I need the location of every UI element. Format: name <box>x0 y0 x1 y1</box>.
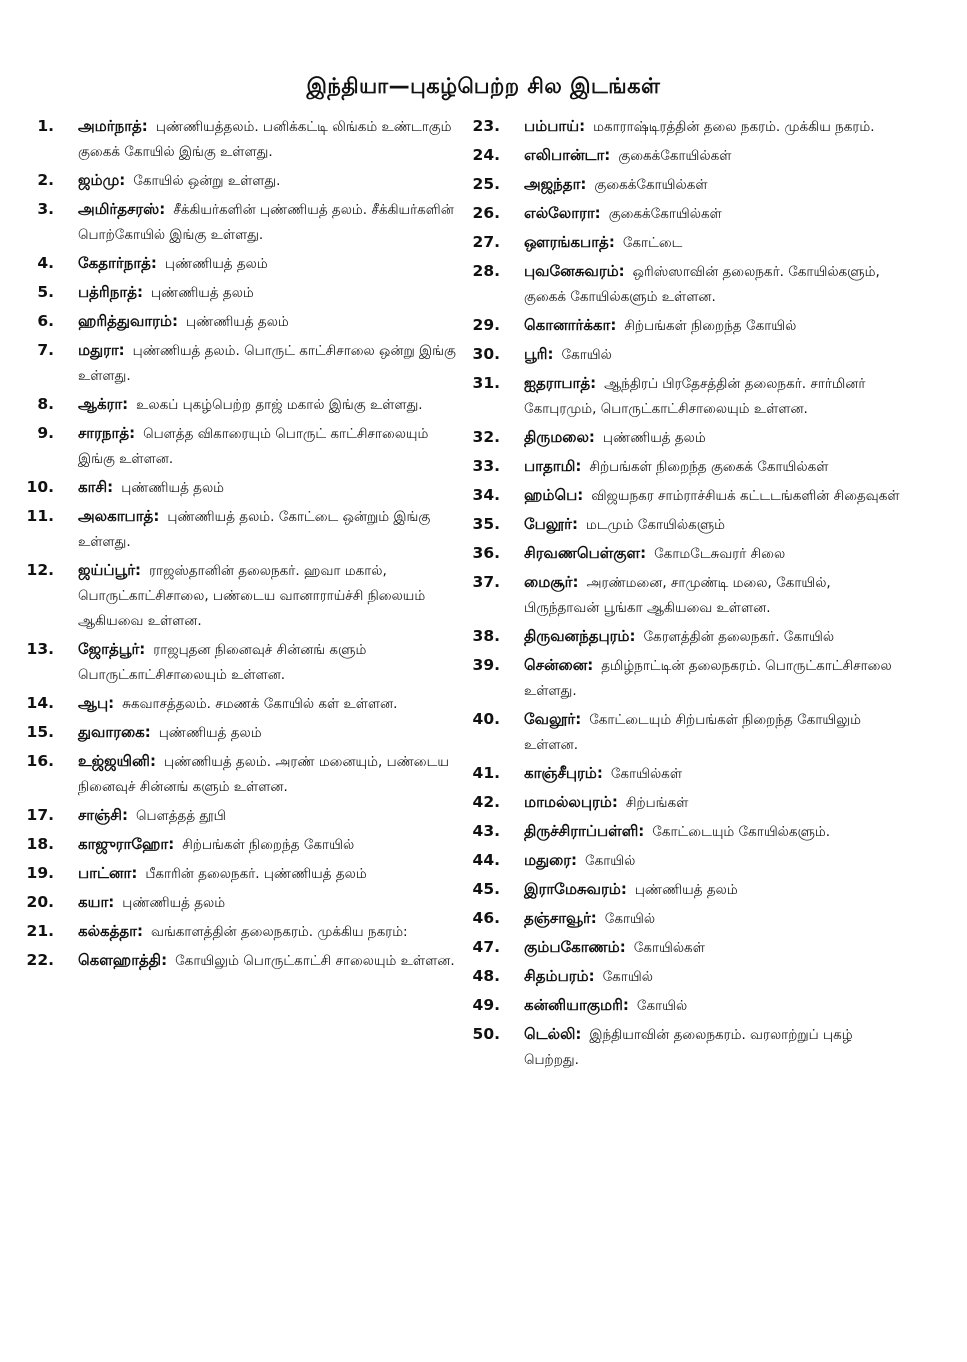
place-entry <box>22 168 462 194</box>
place-name: திருச்சிராப்பள்ளி: <box>524 822 645 840</box>
entry-number: 39. <box>472 656 500 674</box>
entry-number: 41. <box>472 764 500 782</box>
place-description: ராஜஸ்தானின் தலைநகர். ஹவா மகால், பொருட்காட்சிசாலை, பண்டைய வானாராய்ச்சி நிலையம் ஆகியவை உள்ளன. <box>78 563 426 629</box>
place-name: உஜ்ஜயினி: <box>78 752 156 770</box>
place-entry <box>22 280 462 306</box>
place-name: திருமலை: <box>524 428 595 446</box>
place-entry <box>22 251 462 277</box>
entry-number: 21. <box>26 922 54 940</box>
place-name: மதுரை: <box>524 851 578 869</box>
place-entry <box>22 637 462 688</box>
entry-number: 12. <box>26 561 54 579</box>
place-entry <box>468 570 908 621</box>
place-entry <box>22 421 462 472</box>
place-entry <box>22 749 462 800</box>
place-name: கொனார்க்கா: <box>524 316 617 334</box>
place-entry <box>468 313 908 339</box>
place-entry <box>468 172 908 198</box>
place-entry <box>22 338 462 389</box>
place-name: ஔரங்கபாத்: <box>524 233 615 251</box>
place-description: புண்ணியத் தலம். அரண் மனையும், பண்டைய நினைவுச் சின்னங் களும் உள்ளன. <box>78 754 449 795</box>
entry-number: 9. <box>37 424 54 442</box>
place-entry <box>468 425 908 451</box>
place-entry <box>468 993 908 1019</box>
place-name: பாட்னா: <box>78 864 138 882</box>
place-entry <box>468 259 908 310</box>
place-name: ஐதராபாத்: <box>524 374 597 392</box>
entry-number: 20. <box>26 893 54 911</box>
place-name: பேலூர்: <box>524 515 579 533</box>
entry-number: 7. <box>37 341 54 359</box>
place-name: கயா: <box>78 893 115 911</box>
place-name: ஜம்மு: <box>78 171 126 189</box>
place-entry <box>468 819 908 845</box>
place-description: கேரளத்தின் தலைநகர். கோயில் <box>643 629 835 645</box>
place-entry <box>22 832 462 858</box>
entry-number: 38. <box>472 627 500 645</box>
place-entry <box>22 861 462 887</box>
place-description: ஒரிஸ்ஸாவின் தலைநகர். கோயில்களும், குகைக் கோயில்களும் உள்ளன. <box>524 264 880 305</box>
place-entry <box>22 558 462 634</box>
entry-number: 5. <box>37 283 54 301</box>
place-name: பத்ரிநாத்: <box>78 283 143 301</box>
place-entry <box>22 803 462 829</box>
place-entry <box>468 877 908 903</box>
entry-number: 4. <box>37 254 54 272</box>
place-name: கல்கத்தா: <box>78 922 144 940</box>
place-description: புண்ணியத் தலம் <box>150 285 254 301</box>
place-description: புண்ணியத் தலம் <box>158 725 262 741</box>
place-entry <box>468 483 908 509</box>
place-description: சுகவாசத்தலம். சமணக் கோயில் கள் உள்ளன. <box>122 696 398 712</box>
place-description: ராஜபுதன நினைவுச் சின்னங் களும் பொருட்காட்சிசாலையும் உள்ளன. <box>78 642 367 683</box>
place-entry <box>468 114 908 140</box>
entry-number: 29. <box>472 316 500 334</box>
place-entry <box>468 454 908 480</box>
place-description: கோயில் <box>604 911 656 927</box>
entry-number: 8. <box>37 395 54 413</box>
place-entry <box>468 371 908 422</box>
place-name: தஞ்சாவூர்: <box>524 909 597 927</box>
place-name: டெல்லி: <box>524 1025 582 1043</box>
entry-number: 14. <box>26 694 54 712</box>
place-entry <box>468 541 908 567</box>
place-name: சிரவணபெள்குள: <box>524 544 647 562</box>
place-description: புண்ணியத் தலம் <box>602 430 706 446</box>
place-name: சாரநாத்: <box>78 424 136 442</box>
place-description: பௌத்தத் தூபி <box>136 808 226 824</box>
place-description: குகைக்கோயில்கள் <box>618 148 732 164</box>
place-name: மாமல்லபுரம்: <box>524 793 618 811</box>
place-description: மகாராஷ்டிரத்தின் தலை நகரம். முக்கிய நகரம். <box>593 119 875 135</box>
place-name: சிதம்பரம்: <box>524 967 595 985</box>
place-name: திருவனந்தபுரம்: <box>524 627 636 645</box>
entry-number: 1. <box>37 117 54 135</box>
entry-number: 22. <box>26 951 54 969</box>
place-name: ஹம்பெ: <box>524 486 584 504</box>
place-description: விஜயநகர சாம்ராச்சியக் கட்டடங்களின் சிதைவுகள் <box>591 488 900 504</box>
place-entry <box>468 964 908 990</box>
entry-number: 16. <box>26 752 54 770</box>
entry-number: 46. <box>472 909 500 927</box>
place-description: மடமும் கோயில்களும் <box>586 517 726 533</box>
place-name: கௌஹாத்தி: <box>78 951 168 969</box>
place-entry <box>468 342 908 368</box>
place-name: காஞ்சீபுரம்: <box>524 764 603 782</box>
place-name: இராமேசுவரம்: <box>524 880 627 898</box>
place-name: பம்பாய்: <box>524 117 586 135</box>
entry-number: 44. <box>472 851 500 869</box>
place-name: கன்னியாகுமரி: <box>524 996 629 1014</box>
place-entry <box>468 906 908 932</box>
place-name: பூரி: <box>524 345 554 363</box>
entry-number: 6. <box>37 312 54 330</box>
place-description: புண்ணியத்தலம். பனிக்கட்டி லிங்கம் உண்டாகும் குகைக் கோயில் இங்கு உள்ளது. <box>78 119 452 160</box>
place-entry <box>468 230 908 256</box>
place-name: ஹரித்துவாரம்: <box>78 312 178 330</box>
entry-number: 24. <box>472 146 500 164</box>
place-entry <box>22 309 462 335</box>
place-description: புண்ணியத் தலம் <box>185 314 289 330</box>
place-name: காஜுராஹோ: <box>78 835 175 853</box>
entry-number: 2. <box>37 171 54 189</box>
place-description: சிற்பங்கள் நிறைந்த கோயில் <box>624 318 797 334</box>
place-name: எலிபான்டா: <box>524 146 611 164</box>
entry-number: 47. <box>472 938 500 956</box>
entry-number: 42. <box>472 793 500 811</box>
place-name: காசி: <box>78 478 114 496</box>
place-description: கோட்டை <box>622 235 683 251</box>
place-name: அஜந்தா: <box>524 175 587 193</box>
entry-number: 19. <box>26 864 54 882</box>
place-description: கோமடேசுவரர் சிலை <box>654 546 786 562</box>
place-name: வேலூர்: <box>524 710 582 728</box>
place-description: புண்ணியத் தலம் <box>164 256 268 272</box>
place-name: எல்லோரா: <box>524 204 601 222</box>
place-entry <box>468 1022 908 1073</box>
place-entry <box>22 948 462 974</box>
place-description: கோயில் <box>585 853 636 869</box>
place-entry <box>22 114 462 165</box>
place-description: ஆந்திரப் பிரதேசத்தின் தலைநகர். சார்மினர் கோபுரமும், பொருட்காட்சிசாலையும் உள்ளன. <box>524 376 866 417</box>
entry-number: 45. <box>472 880 500 898</box>
place-name: ஜய்ப்பூர்: <box>78 561 142 579</box>
place-entry <box>468 848 908 874</box>
place-description: கோட்டையும் சிற்பங்கள் நிறைந்த கோயிலும் உள்ளன. <box>524 712 862 753</box>
place-description: புண்ணியத் தலம். பொருட் காட்சிசாலை ஒன்று இங்கு உள்ளது. <box>78 343 456 384</box>
entry-number: 31. <box>472 374 500 392</box>
entry-number: 32. <box>472 428 500 446</box>
place-name: மதுரா: <box>78 341 125 359</box>
place-name: பாதாமி: <box>524 457 582 475</box>
entry-number: 48. <box>472 967 500 985</box>
place-description: உலகப் புகழ்பெற்ற தாஜ் மகால் இங்கு உள்ளது. <box>136 397 423 413</box>
entry-number: 15. <box>26 723 54 741</box>
place-name: துவாரகை: <box>78 723 151 741</box>
place-entry <box>468 653 908 704</box>
place-description: சிற்பங்கள் நிறைந்த கோயில் <box>182 837 355 853</box>
place-name: சென்னை: <box>524 656 594 674</box>
place-entry <box>468 143 908 169</box>
place-entry <box>22 504 462 555</box>
place-description: இந்தியாவின் தலைநகரம். வரலாற்றுப் புகழ் பெற்றது. <box>524 1027 853 1068</box>
entry-number: 17. <box>26 806 54 824</box>
entry-number: 36. <box>472 544 500 562</box>
entry-number: 33. <box>472 457 500 475</box>
right-column <box>468 114 908 1076</box>
place-name: கும்பகோணம்: <box>524 938 626 956</box>
place-description: புண்ணியத் தலம். கோட்டை ஒன்றும் இங்கு உள்ளது. <box>78 509 431 550</box>
entry-number: 11. <box>26 507 54 525</box>
place-entry <box>22 720 462 746</box>
entry-number: 43. <box>472 822 500 840</box>
entry-number: 37. <box>472 573 500 591</box>
place-description: கோயில்கள் <box>633 940 705 956</box>
place-entry <box>468 624 908 650</box>
place-description: கோயில் ஒன்று உள்ளது. <box>133 173 281 189</box>
place-description: கோயில் <box>561 347 612 363</box>
entry-number: 35. <box>472 515 500 533</box>
place-description: தமிழ்நாட்டின் தலைநகரம். பொருட்காட்சிசாலை உள்ளது. <box>524 658 892 699</box>
place-name: கேதார்நாத்: <box>78 254 157 272</box>
place-name: ஜோத்பூர்: <box>78 640 146 658</box>
place-entry <box>468 707 908 758</box>
left-column <box>22 114 462 977</box>
entry-number: 34. <box>472 486 500 504</box>
place-name: புவனேசுவரம்: <box>524 262 625 280</box>
place-description: கோயில்கள் <box>610 766 682 782</box>
place-description: புண்ணியத் தலம் <box>121 480 225 496</box>
place-description: பீகாரின் தலைநகர். புண்ணியத் தலம் <box>145 866 367 882</box>
place-name: அமிர்தசரஸ்: <box>78 200 166 218</box>
place-entry <box>22 197 462 248</box>
place-description: புண்ணியத் தலம் <box>122 895 226 911</box>
place-description: புண்ணியத் தலம் <box>634 882 738 898</box>
place-name: அலகாபாத்: <box>78 507 160 525</box>
place-description: கோயில் <box>636 998 688 1014</box>
entry-number: 27. <box>472 233 500 251</box>
place-description: குகைக்கோயில்கள் <box>594 177 708 193</box>
place-entry <box>468 790 908 816</box>
place-description: கோயிலும் பொருட்காட்சி சாலையும் உள்ளன. <box>175 953 455 969</box>
entry-number: 28. <box>472 262 500 280</box>
entry-number: 13. <box>26 640 54 658</box>
place-entry <box>468 761 908 787</box>
place-name: அமர்நாத்: <box>78 117 148 135</box>
place-description: கோட்டையும் கோயில்களும். <box>652 824 831 840</box>
place-description: கோயில் <box>602 969 653 985</box>
place-description: அரண்மனை, சாமுண்டி மலை, கோயில், பிருந்தாவன் பூங்கா ஆகியவை உள்ளன. <box>524 575 831 616</box>
place-name: சாஞ்சி: <box>78 806 129 824</box>
place-entry <box>468 512 908 538</box>
place-description: சிற்பங்கள் <box>625 795 689 811</box>
entry-number: 49. <box>472 996 500 1014</box>
place-description: பௌத்த விகாரையும் பொருட் காட்சிசாலையும் இங்கு உள்ளன. <box>78 426 429 467</box>
entry-number: 23. <box>472 117 500 135</box>
place-name: ஆக்ரா: <box>78 395 129 413</box>
entry-number: 30. <box>472 345 500 363</box>
place-name: மைசூர்: <box>524 573 579 591</box>
place-entry <box>22 691 462 717</box>
place-entry <box>468 935 908 961</box>
entry-number: 26. <box>472 204 500 222</box>
place-description: சீக்கியர்களின் புண்ணியத் தலம். சீக்கியர்களின் பொற்கோயில் இங்கு உள்ளது. <box>78 202 454 243</box>
place-entry <box>22 919 462 945</box>
page-title: இந்தியா—புகழ்பெற்ற சில இடங்கள் <box>306 74 661 99</box>
place-entry <box>22 890 462 916</box>
place-entry <box>22 475 462 501</box>
entry-number: 50. <box>472 1025 500 1043</box>
place-name: ஆபு: <box>78 694 115 712</box>
entry-number: 3. <box>37 200 54 218</box>
entry-number: 40. <box>472 710 500 728</box>
place-entry <box>22 392 462 418</box>
place-description: சிற்பங்கள் நிறைந்த குகைக் கோயில்கள் <box>589 459 829 475</box>
entry-number: 10. <box>26 478 54 496</box>
entry-number: 25. <box>472 175 500 193</box>
place-description: குகைக்கோயில்கள் <box>608 206 722 222</box>
entry-number: 18. <box>26 835 54 853</box>
place-description: வங்காளத்தின் தலைநகரம். முக்கிய நகரம்: <box>151 924 408 940</box>
place-entry <box>468 201 908 227</box>
